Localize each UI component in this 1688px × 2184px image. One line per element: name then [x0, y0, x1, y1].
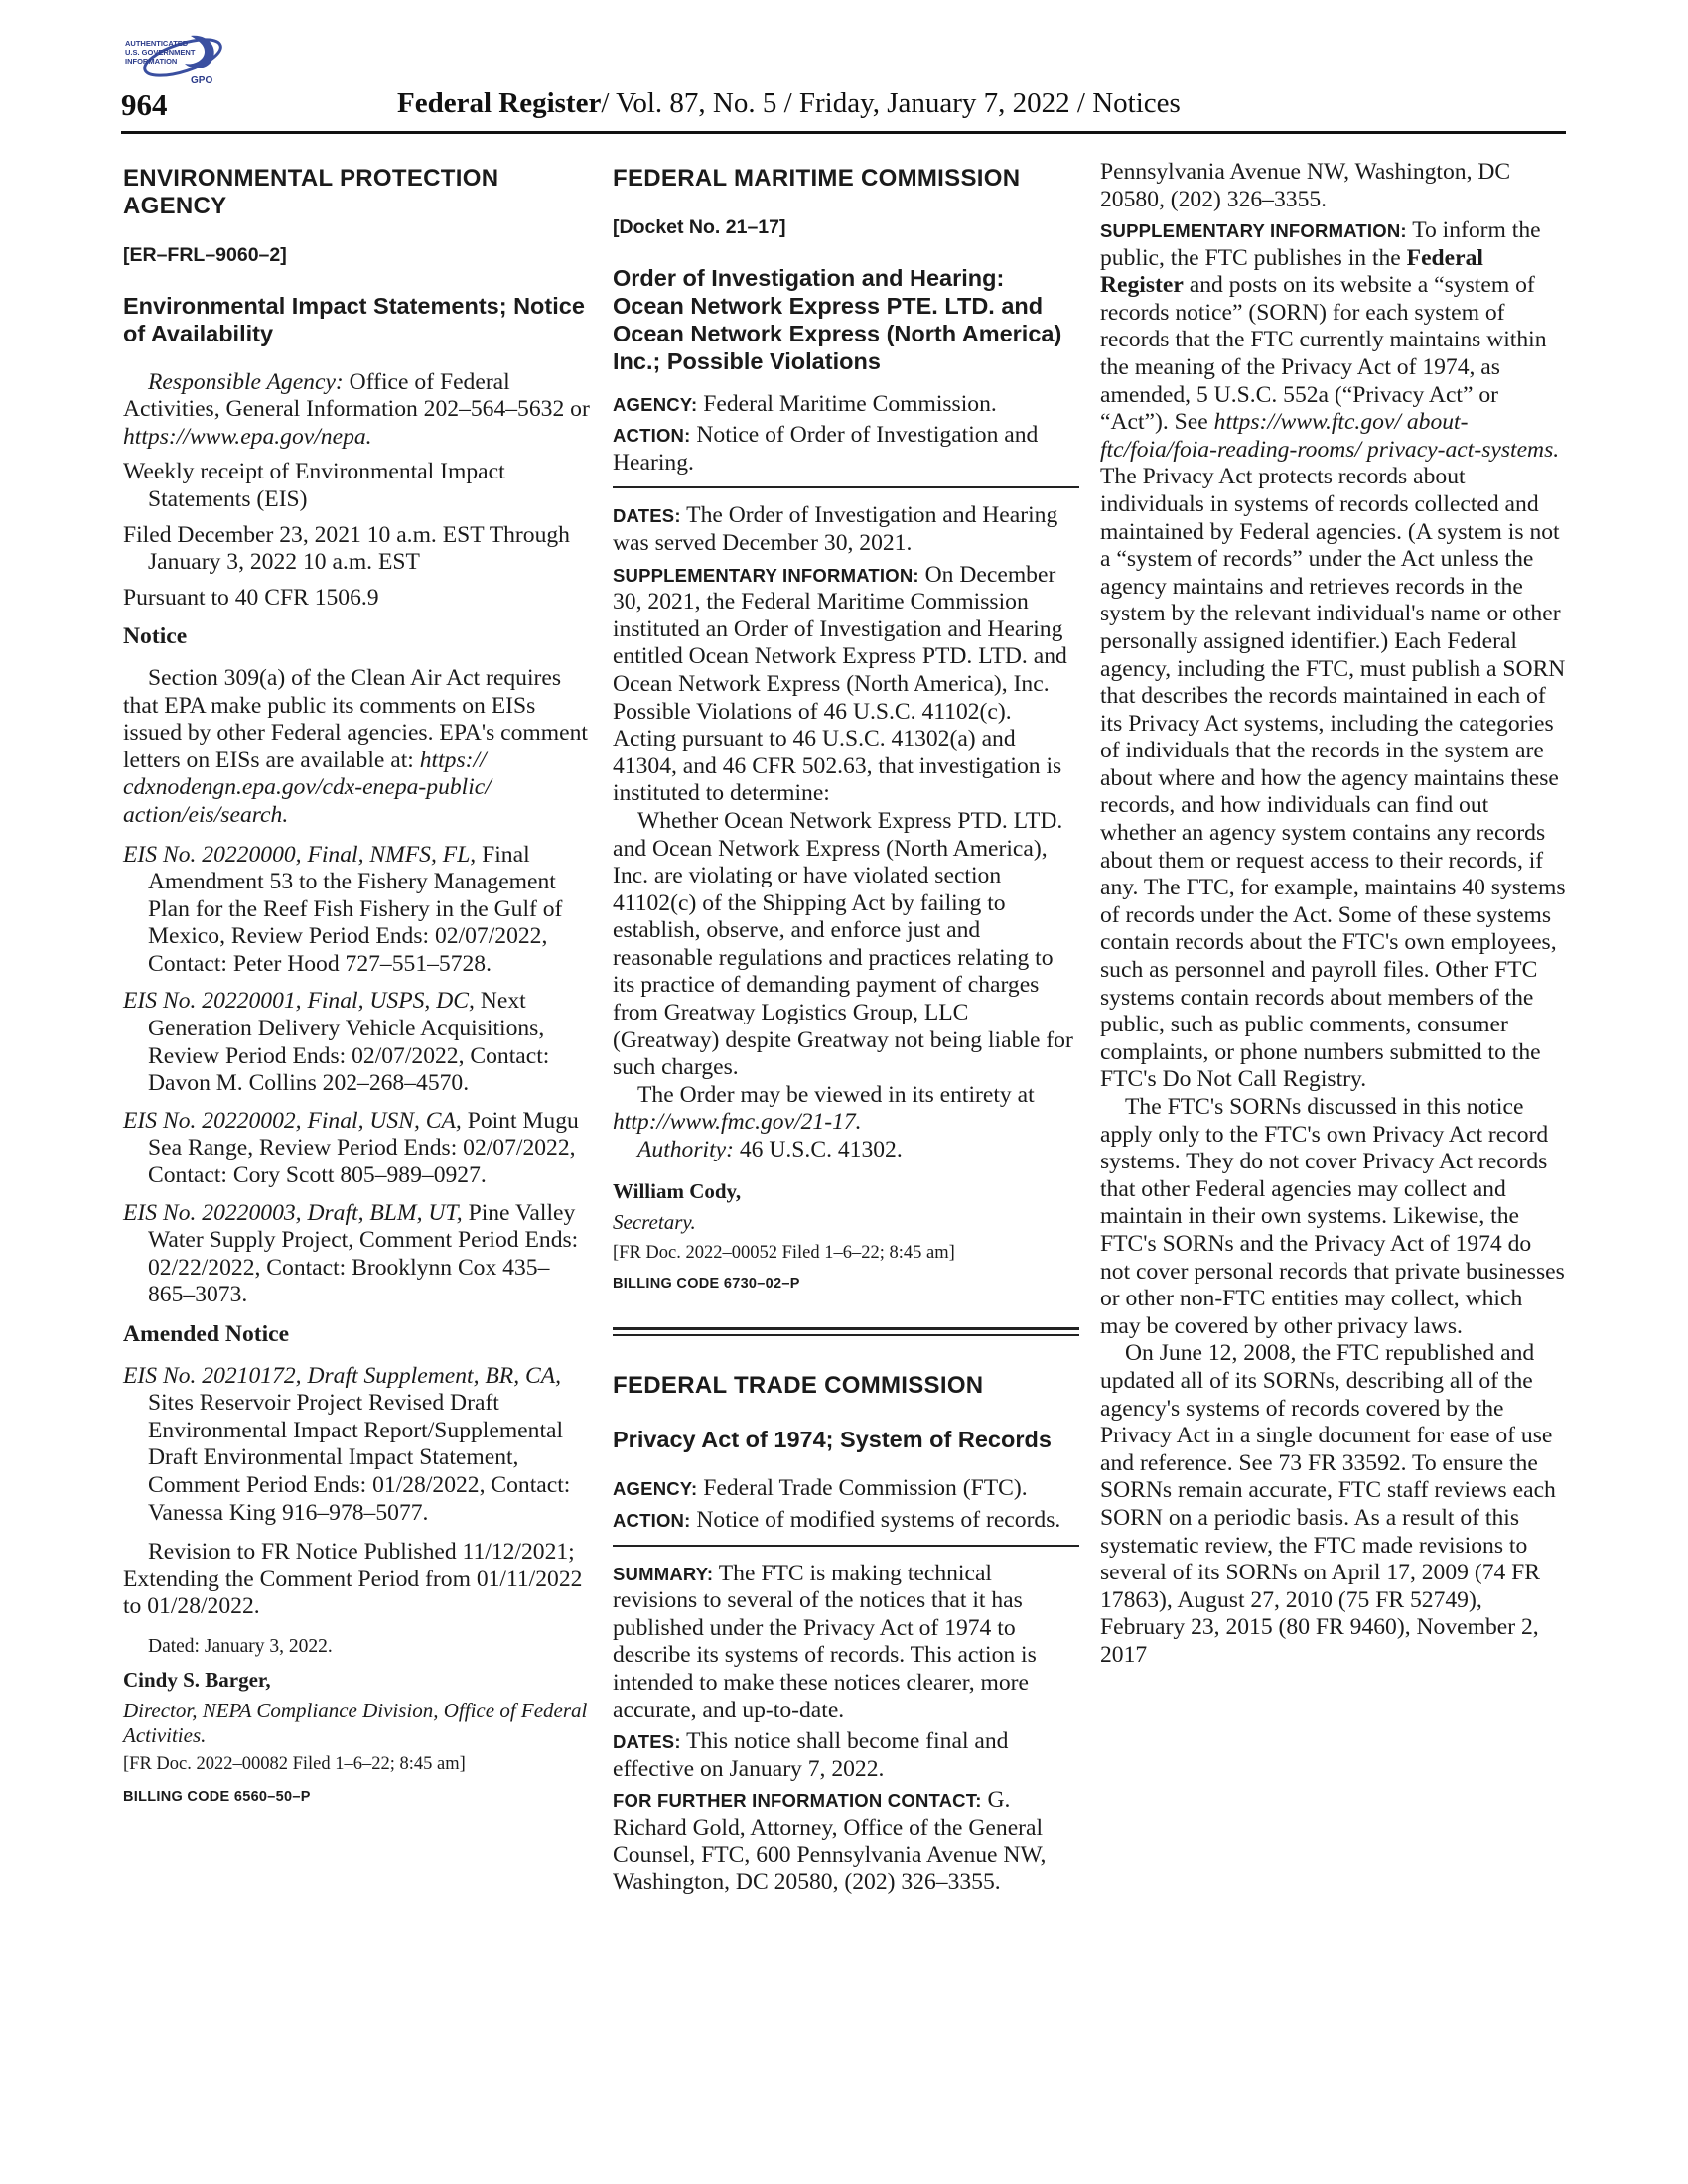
- column-ftc-continued: [1100, 159, 1567, 1669]
- epa-docket: [ER–FRL–9060–2]: [123, 244, 287, 266]
- ftc-para-3: On June 12, 2008, the FTC republished and updated all of its SORNs, describing all of the agency's systems of records covered by the Privacy Act in a single document for ease of use and reference. See 73 FR 33592. To ensure the SORNs remain accurate, FTC staff reviews each SORN on a periodic basis. As a result of this systematic review, the FTC made revisions to several of its SORNs on April 17, 2009 (74 FR 17863), August 27, 2010 (75 FR 52749), February 23, 2015 (80 FR 9460), November 2, 2017: [1100, 1340, 1556, 1668]
- agency-label: AGENCY:: [613, 393, 698, 415]
- ftc-supplementary: [1100, 217, 1567, 1094]
- responsible-text: Office of Federal Activities, General Information 202–564–5632 or: [123, 368, 590, 423]
- header-rule: [121, 131, 1566, 134]
- eis-id: EIS No. 20220000, Final, NMFS, FL,: [123, 841, 477, 868]
- supp-text: To inform the public, the FTC publishes in the: [1100, 217, 1541, 271]
- epa-amended-heading: Amended Notice: [123, 1321, 290, 1347]
- fmc-order-link[interactable]: http://www.fmc.gov/21-17.: [613, 1109, 862, 1136]
- eis-id: EIS No. 20210172, Draft Supplement, BR, CA,: [123, 1362, 562, 1389]
- svg-text:GPO: GPO: [191, 75, 213, 86]
- fmc-agency-line: [613, 391, 1079, 419]
- action-label: ACTION:: [613, 1510, 691, 1531]
- summary-text: The FTC is making technical revisions to several of the notices that it has published under the Privacy Act of 1974 to describe its systems of records. This action is intended to make these notices clearer, more accurate, and up-to-date.: [613, 1560, 1037, 1723]
- epa-signer: Cindy S. Barger,: [123, 1667, 271, 1692]
- summary-label: SUMMARY:: [613, 1563, 714, 1584]
- ftc-contact: [613, 1787, 1079, 1896]
- epa-section-309: [123, 665, 590, 830]
- fmc-rule: [613, 486, 1079, 488]
- eis-entry: [123, 988, 590, 1097]
- eis-id: EIS No. 20220003, Draft, BLM, UT,: [123, 1199, 463, 1226]
- action-text: Notice of Order of Investigation and Hearing.: [613, 422, 1039, 476]
- agency-label: AGENCY:: [613, 1478, 698, 1500]
- ftc-para-2: The FTC's SORNs discussed in this notice apply only to the FTC's own Privacy Act record systems. They do not cover Privacy Act records that other Federal agencies may collect and maintain in their own systems. Likewise, the FTC's SORNs and the Privacy Act of 1974 do not cover personal records that private businesses or other non-FTC entities may collect, which may be covered by other privacy laws.: [1100, 1094, 1565, 1339]
- eis-id: EIS No. 20220002, Final, USN, CA,: [123, 1107, 462, 1134]
- supp-label: SUPPLEMENTARY INFORMATION:: [613, 564, 919, 586]
- svg-text:INFORMATION: INFORMATION: [125, 57, 178, 66]
- eis-text: Final Amendment 53 to the Fishery Management Plan for the Reef Fish Fishery in the Gulf of Mexico, Review Period Ends: 02/07/2022, Contact: Peter Hood 727–551–5728.: [148, 841, 563, 977]
- supp-text: The Privacy Act protects records about individuals in systems of records collected and maintained by Federal agencies. (A system is not a “system of records” under the Act unless the agency maintains and retrieves records in the system by the relevant individual's name or other personally assigned identifier.) Each Federal agency, including the FTC, must publish a SORN that describes the records maintained in each of its Privacy Act systems, including the categories of individuals that the records in the system are about where and how the agency maintains these records, and how individuals can find out whether an agency system contains any records about them or request access to their records, if any. The FTC, for example, maintains 40 systems of records under the Act. Some of these systems contain records about the FTC's own employees, such as personnel and payroll files. Other FTC systems contain records about members of the public, such as public comments, consumer complaints, or phone numbers submitted to the FTC's Do Not Call Registry.: [1100, 464, 1566, 1093]
- dates-text: The Order of Investigation and Hearing was served December 30, 2021.: [613, 502, 1058, 556]
- ftc-agency-line: [613, 1475, 1079, 1503]
- contact-text: G. Richard Gold, Attorney, Office of the General Counsel, FTC, 600 Pennsylvania Avenue NW, Washington, DC 20580, (202) 326–3355.: [613, 1787, 1047, 1896]
- eis-id: EIS No. 20220001, Final, USPS, DC,: [123, 988, 475, 1015]
- fmc-docket: [Docket No. 21–17]: [613, 216, 786, 238]
- column-epa: [123, 159, 590, 1819]
- epa-filed-dates: Filed December 23, 2021 10 a.m. EST Through January 3, 2022 10 a.m. EST: [123, 521, 570, 576]
- eis-text: Pine Valley Water Supply Project, Comment Period Ends: 02/22/2022, Contact: Brooklynn Cox 435–865–3073.: [148, 1199, 579, 1308]
- eis-text: Sites Reservoir Project Revised Draft Environmental Impact Report/Supplemental Draft Environmental Impact Statement, Comment Period Ends: 01/28/2022, Contact: Vanessa King 916–978–5077.: [148, 1390, 571, 1526]
- ftc-action-line: [613, 1507, 1079, 1535]
- fmc-signer: William Cody,: [613, 1178, 742, 1203]
- epa-fr-doc: [FR Doc. 2022–00082 Filed 1–6–22; 8:45 am]: [123, 1753, 466, 1774]
- running-head: [397, 87, 1261, 120]
- ftc-summary: [613, 1561, 1079, 1725]
- eis-amended-entry: [123, 1363, 590, 1528]
- ftc-dates: [613, 1728, 1079, 1783]
- publication-name: Federal Register: [397, 87, 602, 119]
- epa-nepa-link[interactable]: https://www.epa.gov/nepa.: [123, 423, 372, 450]
- epa-responsible-agency: [123, 369, 590, 452]
- supp-text: and posts on its website a “system of records notice” (SORN) for each system of records that the FTC currently maintains within the meaning of the Privacy Act of 1974, as amended, 5 U.S.C. 552a (“Privacy Act” or “Act”). See: [1100, 272, 1547, 436]
- cdx-link[interactable]: https:// cdxnodengn.epa.gov/cdx-enepa-public/ action/eis/search.: [123, 747, 492, 828]
- action-label: ACTION:: [613, 425, 691, 447]
- dates-label: DATES:: [613, 505, 681, 527]
- fmc-order-view: [613, 1082, 1079, 1137]
- supp-label: SUPPLEMENTARY INFORMATION:: [1100, 220, 1407, 241]
- signer-title-text: Secretary.: [613, 1210, 696, 1235]
- authority-text: 46 U.S.C. 41302.: [733, 1137, 903, 1163]
- fmc-signer-title: [613, 1209, 1079, 1237]
- issue-info: / Vol. 87, No. 5 / Friday, January 7, 2022 / Notices: [601, 87, 1181, 119]
- page-number: 964: [121, 87, 168, 122]
- section-text: Section 309(a) of the Clean Air Act requires that EPA make public its comments on EISs issued by other Federal agencies. EPA's comment letters on EISs are available at:: [123, 664, 588, 773]
- column-fmc: [613, 159, 1079, 1897]
- signer-title-text: Director, NEPA Compliance Division, Office of Federal Activities.: [123, 1698, 588, 1747]
- ftc-contact-continued: Pennsylvania Avenue NW, Washington, DC 20580, (202) 326–3355.: [1100, 159, 1511, 212]
- epa-dated: Dated: January 3, 2022.: [148, 1635, 333, 1657]
- agency-separator: [613, 1327, 1079, 1336]
- authority-label: Authority:: [637, 1137, 734, 1163]
- ftc-agency-heading: FEDERAL TRADE COMMISSION: [613, 1372, 984, 1400]
- svg-text:U.S. GOVERNMENT: U.S. GOVERNMENT: [125, 48, 196, 57]
- eis-text: Next Generation Delivery Vehicle Acquisitions, Review Period Ends: 02/07/2022, Contact: Davon M. Collins 202–268–4570.: [148, 988, 550, 1097]
- epa-revision: Revision to FR Notice Published 11/12/2021; Extending the Comment Period from 01/11/2022 to 01/28/2022.: [123, 1539, 583, 1620]
- epa-pursuant: Pursuant to 40 CFR 1506.9: [123, 584, 379, 611]
- epa-agency-heading: ENVIRONMENTAL PROTECTION AGENCY: [123, 165, 499, 219]
- eis-entry: [123, 1108, 590, 1190]
- eis-entry: [123, 842, 590, 979]
- fmc-fr-doc: [FR Doc. 2022–00052 Filed 1–6–22; 8:45 am]: [613, 1242, 955, 1263]
- federal-register-name: Federal Register: [1100, 244, 1483, 299]
- dates-label: DATES:: [613, 1731, 681, 1753]
- order-text: The Order may be viewed in its entirety at: [637, 1081, 1035, 1108]
- epa-signer-title: [123, 1699, 590, 1748]
- agency-text: Federal Trade Commission (FTC).: [697, 1475, 1028, 1502]
- dates-text: This notice shall become final and effective on January 7, 2022.: [613, 1728, 1009, 1782]
- supp-text: On December 30, 2021, the Federal Maritime Commission instituted an Order of Investigation and Hearing entitled Ocean Network Express PTD. LTD. and Ocean Network Express (North America), Inc. Possible Violations of 46 U.S.C. 41102(c). Acting pursuant to 46 U.S.C. 41302(a) and 41304, and 46 CFR 502.63, that investigation is instituted to determine:: [613, 561, 1067, 807]
- agency-text: Federal Maritime Commission.: [697, 390, 997, 417]
- ftc-document-title: Privacy Act of 1974; System of Records: [613, 1427, 1052, 1453]
- fmc-authority: [613, 1137, 1079, 1164]
- action-text: Notice of modified systems of records.: [690, 1507, 1061, 1533]
- fmc-supplementary: [613, 562, 1079, 808]
- contact-label: FOR FURTHER INFORMATION CONTACT:: [613, 1790, 982, 1812]
- epa-billing-code: BILLING CODE 6560–50–P: [123, 1788, 311, 1805]
- fmc-action-line: [613, 422, 1079, 477]
- fmc-whether: Whether Ocean Network Express PTD. LTD. and Ocean Network Express (North America), Inc. are violating or have violated section 41102(c) of the Shipping Act by failing to establish, observe, and enforce just and reasonable regulations and practices relating to its practice of demanding payment of charges from Greatway Logistics Group, LLC (Greatway) despite Greatway not being liable for such charges.: [613, 807, 1073, 1081]
- eis-text: Point Mugu Sea Range, Review Period Ends: 02/07/2022, Contact: Cory Scott 805–989–0927.: [148, 1107, 579, 1189]
- svg-text:AUTHENTICATED: AUTHENTICATED: [125, 39, 189, 48]
- fmc-dates: [613, 502, 1079, 557]
- epa-document-title: Environmental Impact Statements; Notice of Availability: [123, 292, 585, 346]
- epa-notice-heading: Notice: [123, 623, 188, 650]
- epa-weekly-receipt: Weekly receipt of Environmental Impact Statements (EIS): [123, 459, 505, 512]
- gpo-authentication-logo: [121, 30, 230, 87]
- fmc-document-title: Order of Investigation and Hearing: Ocean Network Express PTE. LTD. and Ocean Network Express (North America) Inc.; Possible Violations: [613, 264, 1062, 374]
- ftc-privacy-link[interactable]: https://www.ftc.gov/ about-ftc/foia/foia-reading-rooms/ privacy-act-systems.: [1100, 409, 1560, 463]
- fmc-billing-code: BILLING CODE 6730–02–P: [613, 1275, 800, 1292]
- fmc-agency-heading: FEDERAL MARITIME COMMISSION: [613, 165, 1021, 192]
- eis-entry: [123, 1200, 590, 1309]
- ftc-rule: [613, 1545, 1079, 1547]
- responsible-label: Responsible Agency:: [148, 368, 344, 395]
